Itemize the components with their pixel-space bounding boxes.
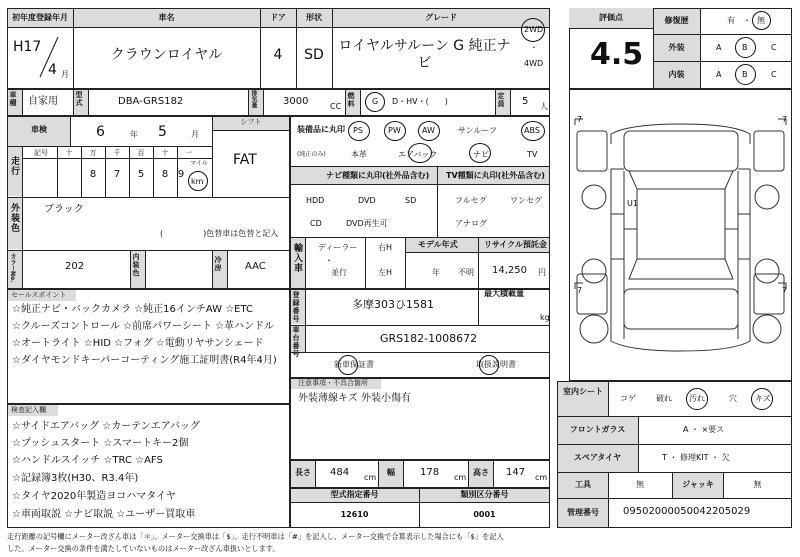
mileage-digit-4: 9 [177, 169, 185, 180]
equip-aw: AW [422, 126, 435, 135]
capacity-label: 定員 [497, 92, 505, 108]
equip-pw: PW [388, 126, 401, 135]
mileage-kigou: 記号 [34, 149, 48, 157]
seat-kizu: キズ [755, 394, 771, 403]
displacement-value: 3000 [283, 96, 309, 107]
tv-one: ワンセグ [510, 196, 542, 205]
import-dot1: ・ [325, 256, 333, 265]
inspection-year-unit: 年 [130, 130, 138, 139]
import-label: 輸入車 [292, 243, 302, 273]
fuel-label: 燃料 [347, 92, 355, 108]
door-value: 4 [273, 47, 283, 63]
seat-koge: コゲ [620, 394, 636, 403]
digit-unit-0: 十 [65, 149, 73, 157]
use-value: 自家用 [28, 96, 58, 107]
import-heiko: 並行 [331, 268, 347, 277]
manual: 取扱説明書 [476, 360, 516, 369]
check-label: 検査記入欄 [11, 406, 46, 414]
len-label: 長さ [295, 468, 311, 477]
first-reg-month-unit: 月 [61, 70, 69, 79]
shift-label: シフト [240, 118, 262, 126]
import-right: 右H [378, 243, 393, 252]
check-line-2: ☆ハンドルスイッチ ☆TRC ☆AFS [12, 455, 163, 466]
hgt-label: 高さ [473, 468, 489, 477]
hgt-unit: cm [535, 473, 548, 482]
spare-value: T ・ 修理KIT ・ 欠 [662, 453, 730, 462]
interior-label: 内装 [668, 70, 685, 79]
mgmt-value: 09502000050042205029 [623, 506, 751, 517]
footer-line-0: 走行距離の記号欄にメーター改ざん車は「＊」、メーター交換車は「$」、走行不明車は「#」を記入し、メーター交換で合算表示した場合にも「$」を記入 [7, 532, 504, 541]
jack-value: 無 [753, 480, 762, 489]
digit-unit-2: 千 [113, 149, 121, 157]
color-note: ( )色替車は色替と記入 [160, 229, 279, 238]
glass-value: A ・ ×要ス [683, 425, 725, 434]
exterior-c: C [771, 43, 777, 52]
glass-label: フロントガラス [569, 425, 626, 434]
repair-yes: 有 [727, 16, 735, 25]
mile-label: マイル [190, 160, 208, 167]
mileage-digit-1: 7 [113, 169, 121, 180]
footer-line-1: した。メーター交換の条件を満たしていないものはメーター改ざん車扱いとします。 [7, 544, 280, 553]
import-dealer: ディーラー [318, 243, 358, 252]
shape-value: SD [304, 47, 324, 63]
len-unit: cm [364, 473, 377, 482]
tv-full: フルセグ [455, 196, 487, 205]
score-value: 4.5 [590, 37, 644, 72]
diagram-seven-tr: 7 [782, 115, 788, 124]
color-code-label: カラーNo. [9, 253, 16, 283]
equip-leather: 本革 [351, 150, 367, 159]
exterior-label: 外装 [668, 43, 685, 52]
type-b-label: 類別区分番号 [460, 490, 509, 499]
tv-types-title: TV種類に丸印(社外品含む) [446, 171, 545, 180]
sales-line-2: ☆オートライト ☆HID ☆フォグ ☆電動リヤサンシェード [12, 338, 264, 349]
score-label: 評価点 [599, 13, 623, 22]
model-year-unit: 年 [432, 268, 440, 277]
notes-frame [290, 378, 550, 460]
diagram-seven-br: 7 [782, 286, 788, 295]
recycle-yen: 円 [538, 268, 546, 277]
mileage-digit-2: 5 [137, 169, 145, 180]
digit-unit-4: 十 [161, 149, 169, 157]
sales-label: セールスポイント [11, 291, 67, 299]
door-header: ドア [270, 13, 286, 22]
diagram-seven-bl: 7 [577, 286, 583, 295]
interior-c: C [771, 70, 777, 79]
hgt-value: 147 [506, 467, 526, 478]
shift-value: FAT [233, 152, 257, 168]
reg-value: 多摩303ひ1581 [352, 298, 434, 311]
check-line-3: ☆記録簿3枚(H30、R3.4年) [12, 473, 139, 484]
equip-ps: PS [353, 126, 363, 135]
car-diagram [569, 89, 792, 381]
max-load-kg: kg [540, 313, 550, 322]
km-label: km [191, 177, 204, 186]
check-line-5: ☆車両取説 ☆ナビ取説 ☆ユーザー買取車 [12, 509, 196, 520]
notes-value: 外装薄線キズ 外装小傷有 [298, 393, 411, 404]
navi-sd: SD [405, 196, 417, 205]
spare-label: スペアタイヤ [573, 453, 622, 462]
seat-yabure: 破れ [656, 394, 672, 403]
drive-dot: ・ [530, 43, 538, 52]
inspection-month: 5 [158, 124, 167, 140]
wid-label: 幅 [387, 468, 395, 477]
cc-unit: CC [330, 102, 342, 111]
navi-types-title: ナビ種類に丸印(社外品含む) [326, 171, 430, 180]
tools-label: 工具 [575, 480, 591, 489]
recycle-label: リサイクル預託金 [484, 240, 547, 249]
car-name-header: 車名 [158, 13, 175, 22]
seat-label: 室内シート [563, 387, 603, 396]
shape-header: 形状 [306, 13, 322, 22]
grade-value: ロイヤルサルーン G 純正ナビ [338, 38, 511, 71]
equip-navi: ナビ [473, 150, 489, 159]
car-name-value: クラウンロイヤル [110, 47, 223, 63]
diagram-u1: U1 [627, 199, 638, 208]
jack-label: ジャッキ [682, 480, 714, 489]
tools-value: 無 [636, 480, 644, 489]
mgmt-label: 管理番号 [567, 508, 599, 517]
wid-unit: cm [454, 473, 467, 482]
drive-2wd: 2WD [524, 25, 544, 34]
type-b-value: 0001 [473, 510, 496, 519]
mileage-digit-0: 8 [89, 169, 97, 180]
reg-label: 登録番号 [292, 291, 300, 323]
first-reg-header: 初年度登録年月 [12, 13, 68, 22]
model-label: 型式 [75, 91, 83, 107]
digit-unit-1: 万 [89, 149, 97, 157]
grade-header: グレード [425, 13, 457, 22]
chassis-label: 車台番号 [292, 326, 300, 358]
type-a-value: 12610 [340, 510, 369, 519]
mileage-digit-3: 8 [161, 169, 169, 180]
repair-no: 無 [757, 16, 765, 25]
equip-sunroof: サンルーフ [458, 126, 497, 135]
sales-line-0: ☆純正ナビ・バックカメラ ☆純正16インチAW ☆ETC [12, 304, 253, 315]
ac-value: AAC [245, 261, 266, 272]
sales-line-3: ☆ダイヤモンドキーパーコーティング施工証明書(R4年4月) [12, 355, 277, 366]
import-left: 左H [378, 268, 393, 277]
navi-dvd: DVD [358, 196, 376, 205]
type-a-label: 型式指定番号 [330, 490, 379, 499]
check-line-1: ☆プッシュスタート ☆スマートキー2個 [12, 438, 189, 449]
model-year-unknown: 不明 [458, 268, 474, 277]
check-line-4: ☆タイヤ2020年製造ヨコハマタイヤ [12, 491, 177, 502]
repair-label: 修復歴 [664, 16, 689, 25]
seat-ana: 穴 [729, 394, 737, 403]
equip-tv: TV [527, 150, 538, 159]
tv-analog: アナログ [455, 219, 487, 228]
chassis-value: GRS182-1008672 [380, 332, 478, 345]
color-label: 外装色 [9, 203, 19, 233]
inspection-month-unit: 月 [191, 130, 199, 139]
model-value: DBA-GRS182 [118, 96, 184, 107]
sales-line-1: ☆クルーズコントロール ☆前席パワーシート ☆革ハンドル [12, 321, 275, 332]
equip-airbag: エアバック [398, 150, 438, 159]
use-label: 車種 [9, 91, 17, 107]
displacement-label: 排気量 [250, 90, 257, 108]
repair-dot: ・ [743, 16, 751, 25]
wid-value: 178 [420, 467, 440, 478]
model-year-label: モデル年式 [418, 240, 458, 249]
recycle-value: 14,250 [492, 265, 527, 276]
mileage-label: 走行 [9, 156, 19, 176]
notes-label: 注意事項・不具合箇所 [298, 379, 368, 387]
equip-sub: (純正のみ) [297, 151, 326, 158]
color-value: ブラック [44, 204, 84, 215]
navi-hdd: HDD [306, 196, 325, 205]
ac-label: 冷房 [214, 256, 222, 272]
interior-color-label: 内装色 [132, 253, 140, 277]
fuel-options: D・HV・( ) [392, 97, 448, 106]
color-code-value: 202 [65, 261, 85, 272]
fuel-g: G [372, 97, 379, 106]
inspection-year: 6 [96, 124, 105, 140]
interior-a: A [716, 70, 722, 79]
interior-b: B [742, 70, 748, 79]
equip-label: 装備品に丸印 [297, 125, 345, 134]
check-line-0: ☆サイドエアバッグ ☆カーテンエアバッグ [12, 421, 200, 432]
digit-unit-5: 一 [185, 149, 193, 157]
digit-unit-3: 百 [137, 149, 145, 157]
exterior-b: B [742, 43, 748, 52]
len-value: 484 [330, 467, 350, 478]
navi-cd: CD [310, 219, 322, 228]
drive-4wd: 4WD [524, 59, 544, 68]
capacity-value: 5 [522, 96, 529, 107]
first-reg-year: H17 [13, 39, 42, 55]
seat-yogore: 汚れ [689, 394, 705, 403]
inspection-label: 車検 [31, 125, 47, 134]
equip-abs: ABS [524, 126, 540, 135]
new-guarantee: 新車保証書 [334, 360, 374, 369]
person-unit: 人 [540, 102, 548, 111]
exterior-a: A [716, 43, 722, 52]
first-reg-month: 4 [48, 62, 57, 78]
navi-dvd-play: DVD再生可 [346, 219, 388, 228]
diagram-seven-tl: 7 [577, 115, 583, 124]
max-load-label: 最大積載量 [484, 289, 524, 298]
